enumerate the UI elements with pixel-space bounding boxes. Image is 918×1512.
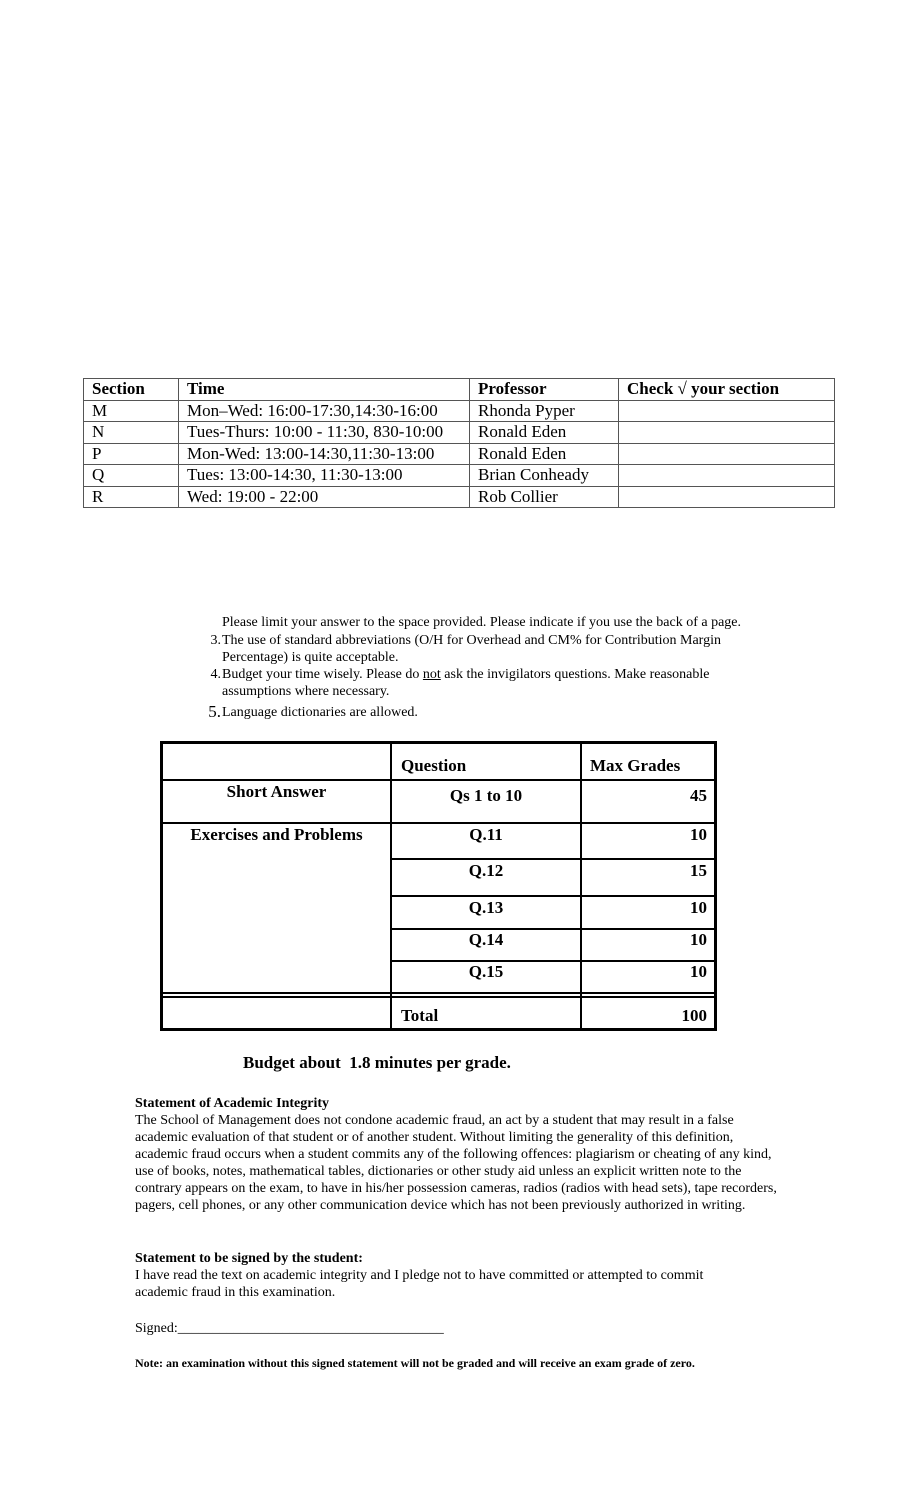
- grades-divider: [390, 858, 714, 860]
- grades-header-max: Max Grades: [590, 756, 681, 775]
- section-professor: Rob Collier: [470, 486, 619, 508]
- section-code: M: [84, 400, 179, 422]
- statement-heading: Statement to be signed by the student:: [135, 1251, 363, 1266]
- short-answer-label: Short Answer: [226, 782, 327, 801]
- section-code: Q: [84, 465, 179, 487]
- budget-line: Budget about 1.8 minutes per grade.: [243, 1053, 511, 1072]
- table-row: [84, 443, 835, 465]
- section-time: Mon-Wed: 13:00-14:30,11:30-13:00: [179, 443, 470, 465]
- table-row: [84, 465, 835, 487]
- max-grade-cell: 45: [690, 786, 707, 805]
- instruction-number: 4.: [210, 667, 221, 682]
- question-cell: Qs 1 to 10: [449, 786, 523, 805]
- section-code: N: [84, 422, 179, 444]
- section-check-box[interactable]: [619, 400, 835, 422]
- section-check-box[interactable]: [619, 443, 835, 465]
- instruction-item-4: [222, 666, 767, 700]
- instruction-intro: Please limit your answer to the space provided. Please indicate if you use the back of a page.: [222, 615, 741, 630]
- section-professor: Rhonda Pyper: [470, 400, 619, 422]
- table-row: [84, 422, 835, 444]
- max-grade-cell: 15: [690, 861, 707, 880]
- grades-divider: [163, 779, 714, 781]
- instruction-number: 3.: [210, 633, 221, 648]
- section-time: Wed: 19:00 - 22:00: [179, 486, 470, 508]
- grades-table: [160, 741, 717, 1031]
- header-time: Time: [179, 379, 470, 401]
- instruction-item-3: The use of standard abbreviations (O/H for Overhead and CM% for Contribution Margin Percentage) is quite acceptable.: [222, 633, 721, 665]
- instruction-item-4-underline: not: [422, 667, 441, 682]
- instruction-item-5: Language dictionaries are allowed.: [222, 705, 418, 720]
- exercises-label: Exercises and Problems: [190, 825, 363, 844]
- instruction-number: 5.: [208, 702, 221, 721]
- question-cell: Q.11: [469, 825, 503, 844]
- question-cell: Q.15: [468, 962, 504, 981]
- header-check: Check √ your section: [619, 379, 835, 401]
- grades-divider: [163, 992, 714, 994]
- question-cell: Q.12: [468, 861, 504, 880]
- grades-divider: [390, 895, 714, 897]
- header-professor: Professor: [470, 379, 619, 401]
- section-professor: Ronald Eden: [470, 422, 619, 444]
- instructions: [195, 614, 795, 724]
- section-table-header: [84, 379, 835, 401]
- grades-divider: [163, 996, 714, 998]
- signature-line[interactable]: Signed:______________________________________: [135, 1321, 444, 1336]
- instruction-item-4-part1: Budget your time wisely. Please do: [222, 667, 423, 682]
- integrity-body: The School of Management does not condone academic fraud, an act by a student that may result in a false academic evaluation of that student or of another student. Without limiting the generality of this definition, academic fraud occurs when a student commits any of the following offences: plagiarism or cheating of any kind, use of books, notes, mathematical tables, dictionaries or other study aid unless an explicit written note to the contrary appears on the exam, to have in his/her possession cameras, radios (radios with head sets), tape recorders, pagers, cell phones, or any other communication device which has not been previously authorized in writing.: [135, 1113, 777, 1213]
- section-table: [83, 378, 835, 508]
- section-professor: Ronald Eden: [470, 443, 619, 465]
- section-time: Mon–Wed: 16:00-17:30,14:30-16:00: [179, 400, 470, 422]
- total-value: 100: [681, 1006, 707, 1025]
- header-section: Section: [84, 379, 179, 401]
- total-label: Total: [401, 1006, 439, 1025]
- max-grade-cell: 10: [690, 898, 707, 917]
- section-time: Tues-Thurs: 10:00 - 11:30, 830-10:00: [179, 422, 470, 444]
- section-time: Tues: 13:00-14:30, 11:30-13:00: [179, 465, 470, 487]
- note: Note: an examination without this signed statement will not be graded and will receive an exam grade of zero.: [135, 1356, 695, 1370]
- max-grade-cell: 10: [690, 825, 707, 844]
- section-check-box[interactable]: [619, 422, 835, 444]
- max-grade-cell: 10: [690, 962, 707, 981]
- section-code: R: [84, 486, 179, 508]
- instruction-item-4-part2: ask the invigilators questions. Make reasonable assumptions where necessary.: [222, 667, 710, 699]
- question-cell: Q.14: [468, 930, 504, 949]
- integrity-heading: Statement of Academic Integrity: [135, 1096, 330, 1111]
- table-row: [84, 400, 835, 422]
- grades-header-question: Question: [401, 756, 467, 775]
- table-row: [84, 486, 835, 508]
- statement-body: I have read the text on academic integrity and I pledge not to have committed or attempted to commit academic fraud in this examination.: [135, 1268, 704, 1300]
- section-professor: Brian Conheady: [470, 465, 619, 487]
- section-code: P: [84, 443, 179, 465]
- section-check-box[interactable]: [619, 486, 835, 508]
- question-cell: Q.13: [468, 898, 504, 917]
- max-grade-cell: 10: [690, 930, 707, 949]
- section-check-box[interactable]: [619, 465, 835, 487]
- grades-divider: [163, 822, 714, 824]
